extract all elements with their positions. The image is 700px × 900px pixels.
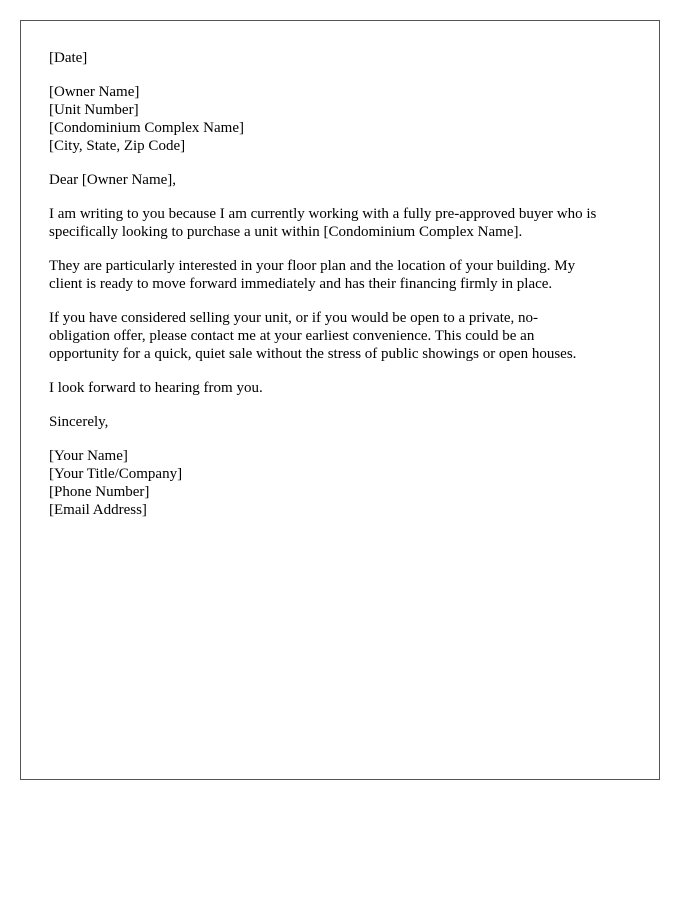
date-line: [Date] xyxy=(49,50,88,66)
complex-name-line: [Condominium Complex Name] xyxy=(49,120,244,136)
signature-block xyxy=(49,447,639,519)
body-paragraph-interest: They are particularly interested in your floor plan and the location of your building. My client is ready to move forward immediately and has their financing firmly in place. xyxy=(49,258,576,292)
closing-line: Sincerely, xyxy=(49,414,109,430)
email-address-line: [Email Address] xyxy=(49,502,147,518)
your-name-line: [Your Name] xyxy=(49,448,128,464)
salutation-line: Dear [Owner Name], xyxy=(49,172,177,188)
salutation-block xyxy=(49,171,639,189)
recipient-address-block xyxy=(49,83,639,155)
phone-number-line: [Phone Number] xyxy=(49,484,150,500)
owner-name-line: [Owner Name] xyxy=(49,84,140,100)
letter-page xyxy=(20,20,660,780)
body-paragraph-offer: If you have considered selling your unit, or if you would be open to a private, no- obligation offer, please contact me at your earliest convenience. This could be an opportunity for a quick, quiet sale without the stress of public showings or open houses. xyxy=(49,310,577,362)
body-paragraph-closing-remark: I look forward to hearing from you. xyxy=(49,380,263,396)
closing-block xyxy=(49,413,639,431)
title-company-line: [Your Title/Company] xyxy=(49,466,183,482)
city-state-zip-line: [City, State, Zip Code] xyxy=(49,138,186,154)
letter-content xyxy=(49,49,639,535)
unit-number-line: [Unit Number] xyxy=(49,102,139,118)
body-paragraph-intro: I am writing to you because I am currently working with a fully pre-approved buyer who is specifically looking to purchase a unit within [Condominium Complex Name]. xyxy=(49,206,597,240)
date-block xyxy=(49,49,639,67)
